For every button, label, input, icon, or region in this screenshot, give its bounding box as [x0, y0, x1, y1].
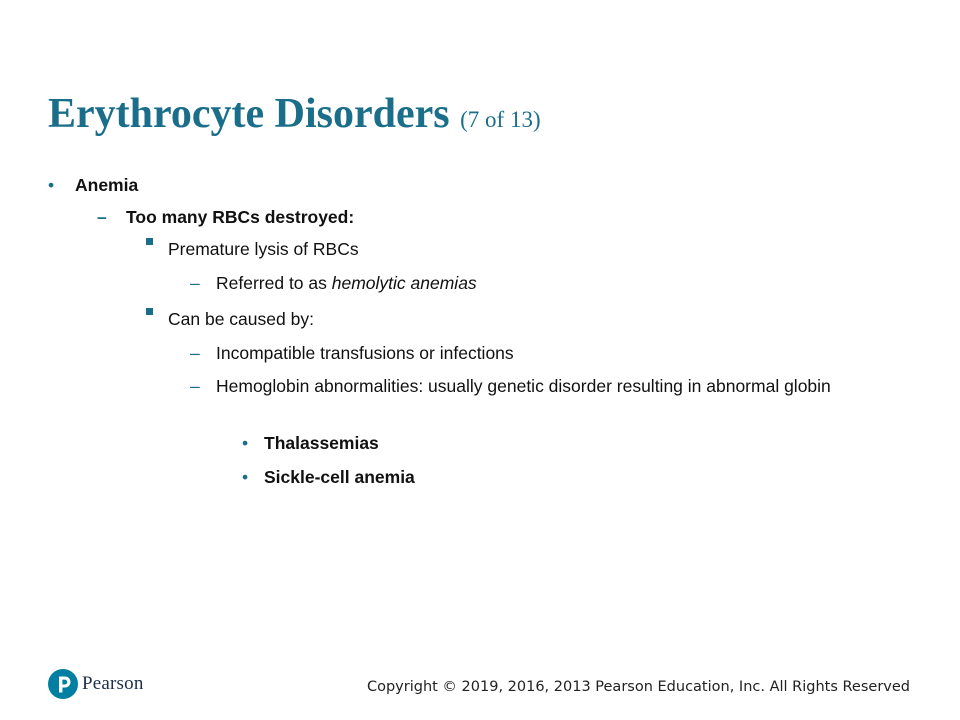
bullet-hemoglobin-abnormalities: Hemoglobin abnormalities: usually genetic disorder resulting in abnormal globin: [216, 376, 831, 396]
copyright-notice: Copyright © 2019, 2016, 2013 Pearson Education, Inc. All Rights Reserved: [366, 679, 910, 695]
pearson-wordmark: Pearson: [82, 673, 144, 694]
bullet-too-many-rbcs: Too many RBCs destroyed:: [126, 207, 355, 227]
dash-bullet-icon: –: [190, 273, 200, 293]
bullet-premature-lysis: Premature lysis of RBCs: [168, 239, 359, 259]
square-bullet-icon: [146, 238, 153, 245]
bullet-thalassemias: Thalassemias: [264, 433, 379, 453]
bullet-icon: •: [242, 433, 249, 453]
pearson-logo: [48, 668, 144, 700]
dash-bullet-icon: –: [97, 207, 107, 227]
dash-bullet-icon: –: [190, 343, 200, 363]
dash-bullet-icon: –: [190, 376, 200, 396]
bullet-anemia: Anemia: [75, 175, 139, 195]
square-bullet-icon: [146, 308, 153, 315]
slide-title-counter: (7 of 13): [460, 107, 541, 132]
bullet-icon: •: [242, 467, 249, 487]
bullet-sickle-cell-anemia: Sickle-cell anemia: [264, 467, 415, 487]
bullet-icon: •: [48, 175, 55, 195]
pearson-logo-icon: [48, 669, 78, 699]
bullet-hemolytic-prefix: Referred to as: [216, 273, 332, 293]
bullet-hemolytic-anemias: [216, 270, 477, 296]
bullet-incompatible-transfusions: Incompatible transfusions or infections: [216, 343, 514, 363]
bullet-can-be-caused-by: Can be caused by:: [168, 309, 314, 329]
bullet-hemolytic-term: hemolytic anemias: [331, 273, 477, 293]
slide-title-text: Erythrocyte Disorders: [48, 91, 450, 137]
